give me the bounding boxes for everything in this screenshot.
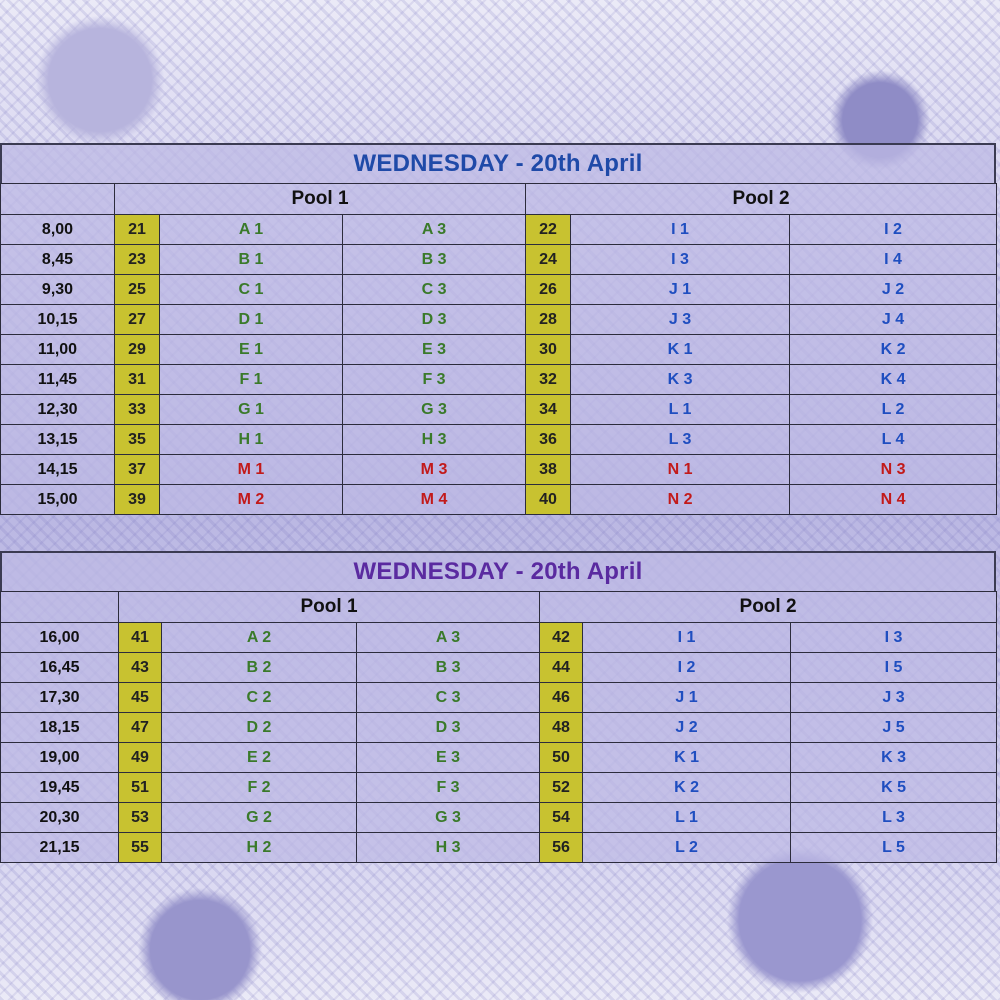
team-cell: J 3 <box>791 683 997 713</box>
time-cell: 15,00 <box>1 485 115 515</box>
pool-2-header: Pool 2 <box>526 184 997 215</box>
table-row <box>1 743 997 773</box>
time-cell: 16,45 <box>1 653 119 683</box>
match-number-pool-1: 49 <box>119 743 162 773</box>
match-number-pool-1: 29 <box>115 335 160 365</box>
team-cell: M 3 <box>343 455 526 485</box>
team-cell: C 1 <box>160 275 343 305</box>
team-cell: L 3 <box>791 803 997 833</box>
match-number-pool-2: 30 <box>526 335 571 365</box>
table-row <box>1 245 997 275</box>
team-cell: I 4 <box>790 245 997 275</box>
time-cell: 12,30 <box>1 395 115 425</box>
team-cell: I 1 <box>583 623 791 653</box>
team-cell: J 2 <box>583 713 791 743</box>
team-cell: H 1 <box>160 425 343 455</box>
time-cell: 19,45 <box>1 773 119 803</box>
match-number-pool-1: 35 <box>115 425 160 455</box>
pool-1-header: Pool 1 <box>119 592 540 623</box>
team-cell: D 3 <box>343 305 526 335</box>
team-cell: K 5 <box>791 773 997 803</box>
team-cell: N 1 <box>571 455 790 485</box>
table-row <box>1 335 997 365</box>
time-cell: 9,30 <box>1 275 115 305</box>
table-row <box>1 623 997 653</box>
time-cell: 21,15 <box>1 833 119 863</box>
team-cell: K 3 <box>791 743 997 773</box>
team-cell: N 2 <box>571 485 790 515</box>
time-cell: 14,15 <box>1 455 115 485</box>
team-cell: F 3 <box>343 365 526 395</box>
team-cell: C 3 <box>357 683 540 713</box>
team-cell: L 1 <box>571 395 790 425</box>
team-cell: L 1 <box>583 803 791 833</box>
team-cell: H 3 <box>343 425 526 455</box>
match-number-pool-2: 24 <box>526 245 571 275</box>
time-cell: 18,15 <box>1 713 119 743</box>
match-number-pool-1: 33 <box>115 395 160 425</box>
table-row <box>1 395 997 425</box>
match-number-pool-2: 50 <box>540 743 583 773</box>
team-cell: D 1 <box>160 305 343 335</box>
team-cell: K 2 <box>583 773 791 803</box>
time-cell: 16,00 <box>1 623 119 653</box>
team-cell: H 2 <box>162 833 357 863</box>
match-number-pool-2: 38 <box>526 455 571 485</box>
day-title: WEDNESDAY - 20th April <box>0 551 996 591</box>
team-cell: B 3 <box>357 653 540 683</box>
team-cell: A 3 <box>357 623 540 653</box>
team-cell: B 1 <box>160 245 343 275</box>
match-number-pool-2: 42 <box>540 623 583 653</box>
match-number-pool-1: 45 <box>119 683 162 713</box>
team-cell: D 2 <box>162 713 357 743</box>
team-cell: G 1 <box>160 395 343 425</box>
match-number-pool-2: 36 <box>526 425 571 455</box>
team-cell: M 2 <box>160 485 343 515</box>
team-cell: I 1 <box>571 215 790 245</box>
table-row <box>1 425 997 455</box>
team-cell: I 5 <box>791 653 997 683</box>
team-cell: M 4 <box>343 485 526 515</box>
table-row <box>1 833 997 863</box>
team-cell: L 3 <box>571 425 790 455</box>
team-cell: N 4 <box>790 485 997 515</box>
team-cell: C 2 <box>162 683 357 713</box>
match-number-pool-1: 25 <box>115 275 160 305</box>
match-number-pool-2: 54 <box>540 803 583 833</box>
team-cell: J 3 <box>571 305 790 335</box>
time-header <box>1 184 115 215</box>
table-row <box>1 215 997 245</box>
team-cell: L 2 <box>790 395 997 425</box>
team-cell: E 3 <box>357 743 540 773</box>
table-row <box>1 803 997 833</box>
team-cell: F 3 <box>357 773 540 803</box>
time-cell: 19,00 <box>1 743 119 773</box>
match-number-pool-2: 22 <box>526 215 571 245</box>
team-cell: B 3 <box>343 245 526 275</box>
team-cell: L 5 <box>791 833 997 863</box>
team-cell: K 3 <box>571 365 790 395</box>
time-cell: 8,00 <box>1 215 115 245</box>
time-cell: 8,45 <box>1 245 115 275</box>
team-cell: D 3 <box>357 713 540 743</box>
match-number-pool-1: 47 <box>119 713 162 743</box>
match-number-pool-2: 44 <box>540 653 583 683</box>
team-cell: A 1 <box>160 215 343 245</box>
match-number-pool-1: 41 <box>119 623 162 653</box>
team-cell: J 1 <box>583 683 791 713</box>
team-cell: J 4 <box>790 305 997 335</box>
schedule-table <box>0 183 997 515</box>
team-cell: K 2 <box>790 335 997 365</box>
match-number-pool-2: 32 <box>526 365 571 395</box>
team-cell: B 2 <box>162 653 357 683</box>
match-number-pool-2: 52 <box>540 773 583 803</box>
schedule-afternoon <box>0 551 996 863</box>
time-cell: 11,45 <box>1 365 115 395</box>
table-row <box>1 365 997 395</box>
team-cell: L 2 <box>583 833 791 863</box>
team-cell: L 4 <box>790 425 997 455</box>
team-cell: E 2 <box>162 743 357 773</box>
day-title: WEDNESDAY - 20th April <box>0 143 996 183</box>
match-number-pool-1: 27 <box>115 305 160 335</box>
table-row <box>1 683 997 713</box>
team-cell: H 3 <box>357 833 540 863</box>
table-row <box>1 455 997 485</box>
table-row <box>1 713 997 743</box>
match-number-pool-2: 48 <box>540 713 583 743</box>
match-number-pool-1: 31 <box>115 365 160 395</box>
team-cell: N 3 <box>790 455 997 485</box>
match-number-pool-1: 53 <box>119 803 162 833</box>
team-cell: K 4 <box>790 365 997 395</box>
team-cell: I 2 <box>583 653 791 683</box>
match-number-pool-2: 56 <box>540 833 583 863</box>
team-cell: I 3 <box>571 245 790 275</box>
pool-1-header: Pool 1 <box>115 184 526 215</box>
match-number-pool-1: 21 <box>115 215 160 245</box>
match-number-pool-2: 40 <box>526 485 571 515</box>
team-cell: F 2 <box>162 773 357 803</box>
time-header <box>1 592 119 623</box>
team-cell: A 2 <box>162 623 357 653</box>
team-cell: F 1 <box>160 365 343 395</box>
match-number-pool-2: 46 <box>540 683 583 713</box>
team-cell: J 5 <box>791 713 997 743</box>
match-number-pool-1: 23 <box>115 245 160 275</box>
team-cell: A 3 <box>343 215 526 245</box>
table-row <box>1 305 997 335</box>
time-cell: 13,15 <box>1 425 115 455</box>
schedule-morning <box>0 143 996 515</box>
team-cell: I 2 <box>790 215 997 245</box>
match-number-pool-2: 28 <box>526 305 571 335</box>
table-row <box>1 485 997 515</box>
pool-2-header: Pool 2 <box>540 592 997 623</box>
time-cell: 10,15 <box>1 305 115 335</box>
time-cell: 17,30 <box>1 683 119 713</box>
table-row <box>1 653 997 683</box>
team-cell: G 2 <box>162 803 357 833</box>
team-cell: G 3 <box>357 803 540 833</box>
schedule-table <box>0 591 997 863</box>
match-number-pool-2: 34 <box>526 395 571 425</box>
team-cell: J 1 <box>571 275 790 305</box>
match-number-pool-1: 37 <box>115 455 160 485</box>
match-number-pool-1: 43 <box>119 653 162 683</box>
match-number-pool-1: 55 <box>119 833 162 863</box>
team-cell: E 3 <box>343 335 526 365</box>
team-cell: G 3 <box>343 395 526 425</box>
time-cell: 11,00 <box>1 335 115 365</box>
team-cell: J 2 <box>790 275 997 305</box>
team-cell: K 1 <box>571 335 790 365</box>
team-cell: C 3 <box>343 275 526 305</box>
time-cell: 20,30 <box>1 803 119 833</box>
match-number-pool-2: 26 <box>526 275 571 305</box>
match-number-pool-1: 39 <box>115 485 160 515</box>
table-row <box>1 773 997 803</box>
match-number-pool-1: 51 <box>119 773 162 803</box>
team-cell: I 3 <box>791 623 997 653</box>
table-row <box>1 275 997 305</box>
team-cell: E 1 <box>160 335 343 365</box>
team-cell: K 1 <box>583 743 791 773</box>
team-cell: M 1 <box>160 455 343 485</box>
